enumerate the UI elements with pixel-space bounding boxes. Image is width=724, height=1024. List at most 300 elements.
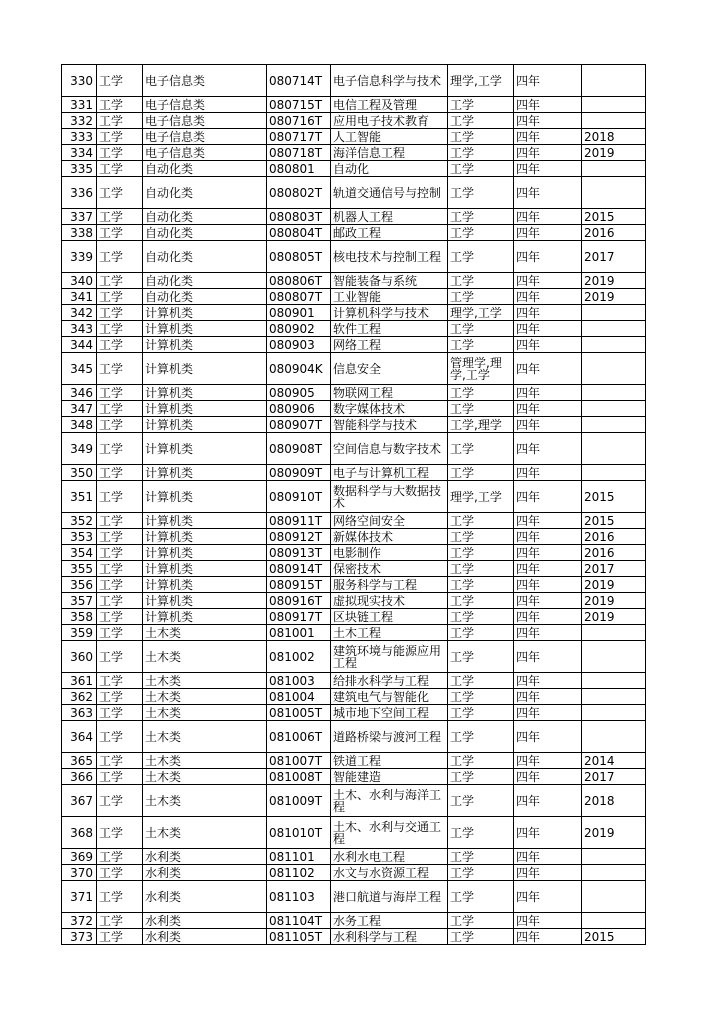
degree-type-cell: 工学: [448, 689, 514, 705]
row-number-cell: 354: [62, 545, 97, 561]
discipline-category-cell: 工学: [97, 817, 143, 849]
row-number-cell: 348: [62, 417, 97, 433]
year-added-cell: 2015: [582, 481, 646, 513]
year-added-cell: [582, 321, 646, 337]
table-row: [62, 609, 646, 625]
major-class-cell: 计算机类: [143, 545, 267, 561]
major-code-cell: 081103: [267, 881, 331, 913]
table-row: [62, 289, 646, 305]
major-code-cell: 080906: [267, 401, 331, 417]
study-duration-cell: 四年: [514, 513, 582, 529]
row-number-cell: 349: [62, 433, 97, 465]
degree-type-cell: 工学: [448, 129, 514, 145]
major-name-cell: 水利水电工程: [331, 849, 448, 865]
study-duration-cell: 四年: [514, 129, 582, 145]
major-code-cell: 080917T: [267, 609, 331, 625]
degree-type-cell: 工学: [448, 609, 514, 625]
table-row: [62, 593, 646, 609]
year-added-cell: [582, 97, 646, 113]
major-code-cell: 080903: [267, 337, 331, 353]
study-duration-cell: 四年: [514, 769, 582, 785]
year-added-cell: [582, 433, 646, 465]
degree-type-cell: 工学: [448, 465, 514, 481]
year-added-cell: 2019: [582, 273, 646, 289]
major-class-cell: 计算机类: [143, 321, 267, 337]
row-number-cell: 359: [62, 625, 97, 641]
major-code-cell: 081006T: [267, 721, 331, 753]
degree-type-cell: 工学: [448, 753, 514, 769]
discipline-category-cell: 工学: [97, 145, 143, 161]
table-row: [62, 145, 646, 161]
study-duration-cell: 四年: [514, 273, 582, 289]
table-row: [62, 705, 646, 721]
major-class-cell: 土木类: [143, 769, 267, 785]
table-row: [62, 385, 646, 401]
year-added-cell: 2018: [582, 785, 646, 817]
major-class-cell: 土木类: [143, 689, 267, 705]
year-added-cell: 2016: [582, 225, 646, 241]
major-class-cell: 计算机类: [143, 305, 267, 321]
major-name-cell: 人工智能: [331, 129, 448, 145]
major-class-cell: 计算机类: [143, 337, 267, 353]
study-duration-cell: 四年: [514, 305, 582, 321]
year-added-cell: [582, 113, 646, 129]
year-added-cell: [582, 161, 646, 177]
major-name-cell: 计算机科学与技术: [331, 305, 448, 321]
major-code-cell: 081005T: [267, 705, 331, 721]
discipline-category-cell: 工学: [97, 241, 143, 273]
year-added-cell: 2014: [582, 753, 646, 769]
discipline-category-cell: 工学: [97, 177, 143, 209]
degree-type-cell: 工学: [448, 113, 514, 129]
major-code-cell: 080806T: [267, 273, 331, 289]
table-row: [62, 241, 646, 273]
discipline-category-cell: 工学: [97, 865, 143, 881]
discipline-category-cell: 工学: [97, 913, 143, 929]
discipline-category-cell: 工学: [97, 625, 143, 641]
study-duration-cell: 四年: [514, 753, 582, 769]
study-duration-cell: 四年: [514, 577, 582, 593]
study-duration-cell: 四年: [514, 417, 582, 433]
major-code-cell: 081002: [267, 641, 331, 673]
table-row: [62, 913, 646, 929]
row-number-cell: 353: [62, 529, 97, 545]
discipline-category-cell: 工学: [97, 97, 143, 113]
major-code-cell: 080907T: [267, 417, 331, 433]
major-name-cell: 给排水科学与工程: [331, 673, 448, 689]
table-row: [62, 401, 646, 417]
major-class-cell: 土木类: [143, 721, 267, 753]
year-added-cell: [582, 625, 646, 641]
major-class-cell: 电子信息类: [143, 129, 267, 145]
discipline-category-cell: 工学: [97, 641, 143, 673]
study-duration-cell: 四年: [514, 529, 582, 545]
degree-type-cell: 工学: [448, 865, 514, 881]
major-name-cell: 服务科学与工程: [331, 577, 448, 593]
discipline-category-cell: 工学: [97, 593, 143, 609]
major-name-cell: 水务工程: [331, 913, 448, 929]
discipline-category-cell: 工学: [97, 129, 143, 145]
degree-type-cell: 工学: [448, 817, 514, 849]
row-number-cell: 350: [62, 465, 97, 481]
major-name-cell: 空间信息与数字技术: [331, 433, 448, 465]
degree-type-cell: 工学: [448, 337, 514, 353]
row-number-cell: 369: [62, 849, 97, 865]
table-row: [62, 561, 646, 577]
row-number-cell: 351: [62, 481, 97, 513]
major-class-cell: 水利类: [143, 881, 267, 913]
degree-type-cell: 工学: [448, 593, 514, 609]
study-duration-cell: 四年: [514, 673, 582, 689]
study-duration-cell: 四年: [514, 289, 582, 305]
table-row: [62, 433, 646, 465]
degree-type-cell: 理学,工学: [448, 305, 514, 321]
major-name-cell: 建筑环境与能源应用工程: [331, 641, 448, 673]
major-code-cell: 081003: [267, 673, 331, 689]
row-number-cell: 342: [62, 305, 97, 321]
study-duration-cell: 四年: [514, 593, 582, 609]
degree-type-cell: 工学: [448, 145, 514, 161]
table-row: [62, 769, 646, 785]
table-row: [62, 753, 646, 769]
major-class-cell: 电子信息类: [143, 113, 267, 129]
major-code-cell: 080909T: [267, 465, 331, 481]
study-duration-cell: 四年: [514, 241, 582, 273]
discipline-category-cell: 工学: [97, 353, 143, 385]
table-row: [62, 881, 646, 913]
study-duration-cell: 四年: [514, 433, 582, 465]
major-class-cell: 水利类: [143, 929, 267, 945]
table-row: [62, 641, 646, 673]
degree-type-cell: 工学: [448, 529, 514, 545]
study-duration-cell: 四年: [514, 209, 582, 225]
year-added-cell: [582, 417, 646, 433]
table-row: [62, 129, 646, 145]
discipline-category-cell: 工学: [97, 305, 143, 321]
discipline-category-cell: 工学: [97, 113, 143, 129]
degree-type-cell: 工学: [448, 913, 514, 929]
row-number-cell: 373: [62, 929, 97, 945]
major-class-cell: 自动化类: [143, 273, 267, 289]
table-row: [62, 337, 646, 353]
row-number-cell: 362: [62, 689, 97, 705]
major-class-cell: 电子信息类: [143, 145, 267, 161]
major-class-cell: 自动化类: [143, 225, 267, 241]
major-name-cell: 智能建造: [331, 769, 448, 785]
year-added-cell: 2015: [582, 929, 646, 945]
discipline-category-cell: 工学: [97, 401, 143, 417]
degree-type-cell: 工学: [448, 881, 514, 913]
row-number-cell: 363: [62, 705, 97, 721]
major-class-cell: 土木类: [143, 785, 267, 817]
major-code-cell: 080913T: [267, 545, 331, 561]
major-code-cell: 081004: [267, 689, 331, 705]
table-row: [62, 673, 646, 689]
major-code-cell: 080902: [267, 321, 331, 337]
discipline-category-cell: 工学: [97, 385, 143, 401]
table-body: [62, 65, 646, 945]
major-code-cell: 081010T: [267, 817, 331, 849]
major-name-cell: 土木工程: [331, 625, 448, 641]
year-added-cell: [582, 65, 646, 97]
degree-type-cell: 工学: [448, 577, 514, 593]
row-number-cell: 360: [62, 641, 97, 673]
discipline-category-cell: 工学: [97, 529, 143, 545]
degree-type-cell: 管理学,理学,工学: [448, 353, 514, 385]
major-name-cell: 土木、水利与交通工程: [331, 817, 448, 849]
row-number-cell: 370: [62, 865, 97, 881]
major-name-cell: 电子与计算机工程: [331, 465, 448, 481]
row-number-cell: 337: [62, 209, 97, 225]
discipline-category-cell: 工学: [97, 337, 143, 353]
year-added-cell: 2019: [582, 609, 646, 625]
major-class-cell: 土木类: [143, 625, 267, 641]
degree-type-cell: 工学: [448, 177, 514, 209]
discipline-category-cell: 工学: [97, 225, 143, 241]
discipline-category-cell: 工学: [97, 705, 143, 721]
table-row: [62, 689, 646, 705]
year-added-cell: [582, 721, 646, 753]
major-code-cell: 080715T: [267, 97, 331, 113]
major-class-cell: 自动化类: [143, 209, 267, 225]
major-code-cell: 080714T: [267, 65, 331, 97]
major-name-cell: 邮政工程: [331, 225, 448, 241]
year-added-cell: [582, 385, 646, 401]
major-code-cell: 081009T: [267, 785, 331, 817]
major-name-cell: 核电技术与控制工程: [331, 241, 448, 273]
year-added-cell: 2019: [582, 289, 646, 305]
degree-type-cell: 工学: [448, 673, 514, 689]
major-code-cell: 081001: [267, 625, 331, 641]
major-code-cell: 080904K: [267, 353, 331, 385]
table-row: [62, 353, 646, 385]
major-name-cell: 区块链工程: [331, 609, 448, 625]
degree-type-cell: 工学: [448, 209, 514, 225]
year-added-cell: 2015: [582, 513, 646, 529]
degree-type-cell: 工学: [448, 433, 514, 465]
year-added-cell: 2019: [582, 817, 646, 849]
discipline-category-cell: 工学: [97, 273, 143, 289]
study-duration-cell: 四年: [514, 177, 582, 209]
table-row: [62, 321, 646, 337]
major-name-cell: 水利科学与工程: [331, 929, 448, 945]
row-number-cell: 367: [62, 785, 97, 817]
year-added-cell: 2019: [582, 577, 646, 593]
major-code-cell: 081105T: [267, 929, 331, 945]
year-added-cell: 2016: [582, 545, 646, 561]
degree-type-cell: 工学: [448, 161, 514, 177]
major-class-cell: 计算机类: [143, 465, 267, 481]
major-name-cell: 土木、水利与海洋工程: [331, 785, 448, 817]
major-code-cell: 080803T: [267, 209, 331, 225]
major-class-cell: 自动化类: [143, 177, 267, 209]
major-name-cell: 道路桥梁与渡河工程: [331, 721, 448, 753]
year-added-cell: [582, 849, 646, 865]
row-number-cell: 364: [62, 721, 97, 753]
year-added-cell: 2017: [582, 241, 646, 273]
table-row: [62, 865, 646, 881]
major-name-cell: 水文与水资源工程: [331, 865, 448, 881]
study-duration-cell: 四年: [514, 561, 582, 577]
row-number-cell: 358: [62, 609, 97, 625]
degree-type-cell: 工学: [448, 705, 514, 721]
degree-type-cell: 理学,工学: [448, 481, 514, 513]
year-added-cell: [582, 465, 646, 481]
degree-type-cell: 工学: [448, 641, 514, 673]
study-duration-cell: 四年: [514, 817, 582, 849]
major-class-cell: 土木类: [143, 673, 267, 689]
year-added-cell: [582, 881, 646, 913]
table-row: [62, 817, 646, 849]
discipline-category-cell: 工学: [97, 433, 143, 465]
discipline-category-cell: 工学: [97, 65, 143, 97]
row-number-cell: 331: [62, 97, 97, 113]
study-duration-cell: 四年: [514, 609, 582, 625]
degree-type-cell: 工学: [448, 273, 514, 289]
major-name-cell: 建筑电气与智能化: [331, 689, 448, 705]
major-name-cell: 电影制作: [331, 545, 448, 561]
study-duration-cell: 四年: [514, 465, 582, 481]
major-class-cell: 电子信息类: [143, 97, 267, 113]
major-code-cell: 080915T: [267, 577, 331, 593]
row-number-cell: 356: [62, 577, 97, 593]
study-duration-cell: 四年: [514, 881, 582, 913]
major-name-cell: 软件工程: [331, 321, 448, 337]
row-number-cell: 334: [62, 145, 97, 161]
row-number-cell: 345: [62, 353, 97, 385]
major-class-cell: 计算机类: [143, 385, 267, 401]
year-added-cell: 2018: [582, 129, 646, 145]
major-name-cell: 应用电子技术教育: [331, 113, 448, 129]
table-row: [62, 481, 646, 513]
major-class-cell: 计算机类: [143, 433, 267, 465]
row-number-cell: 338: [62, 225, 97, 241]
study-duration-cell: 四年: [514, 913, 582, 929]
study-duration-cell: 四年: [514, 321, 582, 337]
major-name-cell: 虚拟现实技术: [331, 593, 448, 609]
degree-type-cell: 工学: [448, 849, 514, 865]
table-row: [62, 465, 646, 481]
discipline-category-cell: 工学: [97, 481, 143, 513]
major-catalog-table: [61, 64, 646, 945]
year-added-cell: [582, 705, 646, 721]
major-class-cell: 计算机类: [143, 417, 267, 433]
study-duration-cell: 四年: [514, 865, 582, 881]
row-number-cell: 330: [62, 65, 97, 97]
major-class-cell: 计算机类: [143, 401, 267, 417]
major-code-cell: 080802T: [267, 177, 331, 209]
discipline-category-cell: 工学: [97, 689, 143, 705]
row-number-cell: 357: [62, 593, 97, 609]
degree-type-cell: 工学: [448, 385, 514, 401]
table-row: [62, 625, 646, 641]
table-row: [62, 97, 646, 113]
row-number-cell: 346: [62, 385, 97, 401]
major-code-cell: 081104T: [267, 913, 331, 929]
discipline-category-cell: 工学: [97, 465, 143, 481]
major-class-cell: 土木类: [143, 705, 267, 721]
major-name-cell: 自动化: [331, 161, 448, 177]
major-name-cell: 电信工程及管理: [331, 97, 448, 113]
discipline-category-cell: 工学: [97, 417, 143, 433]
study-duration-cell: 四年: [514, 225, 582, 241]
year-added-cell: [582, 689, 646, 705]
major-class-cell: 自动化类: [143, 161, 267, 177]
major-code-cell: 081007T: [267, 753, 331, 769]
study-duration-cell: 四年: [514, 929, 582, 945]
table-row: [62, 417, 646, 433]
degree-type-cell: 工学: [448, 929, 514, 945]
study-duration-cell: 四年: [514, 161, 582, 177]
row-number-cell: 366: [62, 769, 97, 785]
major-name-cell: 港口航道与海岸工程: [331, 881, 448, 913]
row-number-cell: 355: [62, 561, 97, 577]
degree-type-cell: 工学: [448, 545, 514, 561]
study-duration-cell: 四年: [514, 401, 582, 417]
degree-type-cell: 工学: [448, 625, 514, 641]
major-class-cell: 计算机类: [143, 513, 267, 529]
major-class-cell: 水利类: [143, 849, 267, 865]
major-name-cell: 电子信息科学与技术: [331, 65, 448, 97]
study-duration-cell: 四年: [514, 849, 582, 865]
discipline-category-cell: 工学: [97, 753, 143, 769]
year-added-cell: [582, 177, 646, 209]
degree-type-cell: 工学: [448, 321, 514, 337]
year-added-cell: [582, 673, 646, 689]
table-row: [62, 849, 646, 865]
major-name-cell: 物联网工程: [331, 385, 448, 401]
study-duration-cell: 四年: [514, 97, 582, 113]
major-name-cell: 数字媒体技术: [331, 401, 448, 417]
major-code-cell: 080901: [267, 305, 331, 321]
discipline-category-cell: 工学: [97, 881, 143, 913]
major-code-cell: 080717T: [267, 129, 331, 145]
major-code-cell: 080716T: [267, 113, 331, 129]
study-duration-cell: 四年: [514, 385, 582, 401]
year-added-cell: [582, 305, 646, 321]
year-added-cell: 2016: [582, 529, 646, 545]
major-name-cell: 海洋信息工程: [331, 145, 448, 161]
row-number-cell: 332: [62, 113, 97, 129]
major-code-cell: 080905: [267, 385, 331, 401]
major-class-cell: 自动化类: [143, 241, 267, 273]
row-number-cell: 347: [62, 401, 97, 417]
row-number-cell: 333: [62, 129, 97, 145]
major-name-cell: 保密技术: [331, 561, 448, 577]
study-duration-cell: 四年: [514, 641, 582, 673]
discipline-category-cell: 工学: [97, 721, 143, 753]
table-row: [62, 929, 646, 945]
study-duration-cell: 四年: [514, 705, 582, 721]
year-added-cell: [582, 337, 646, 353]
degree-type-cell: 工学: [448, 401, 514, 417]
study-duration-cell: 四年: [514, 353, 582, 385]
row-number-cell: 340: [62, 273, 97, 289]
discipline-category-cell: 工学: [97, 161, 143, 177]
study-duration-cell: 四年: [514, 145, 582, 161]
major-class-cell: 水利类: [143, 913, 267, 929]
study-duration-cell: 四年: [514, 113, 582, 129]
degree-type-cell: 工学: [448, 97, 514, 113]
row-number-cell: 339: [62, 241, 97, 273]
year-added-cell: 2017: [582, 561, 646, 577]
major-class-cell: 计算机类: [143, 577, 267, 593]
major-class-cell: 计算机类: [143, 593, 267, 609]
major-name-cell: 网络工程: [331, 337, 448, 353]
major-name-cell: 数据科学与大数据技术: [331, 481, 448, 513]
major-code-cell: 081008T: [267, 769, 331, 785]
major-code-cell: 081102: [267, 865, 331, 881]
